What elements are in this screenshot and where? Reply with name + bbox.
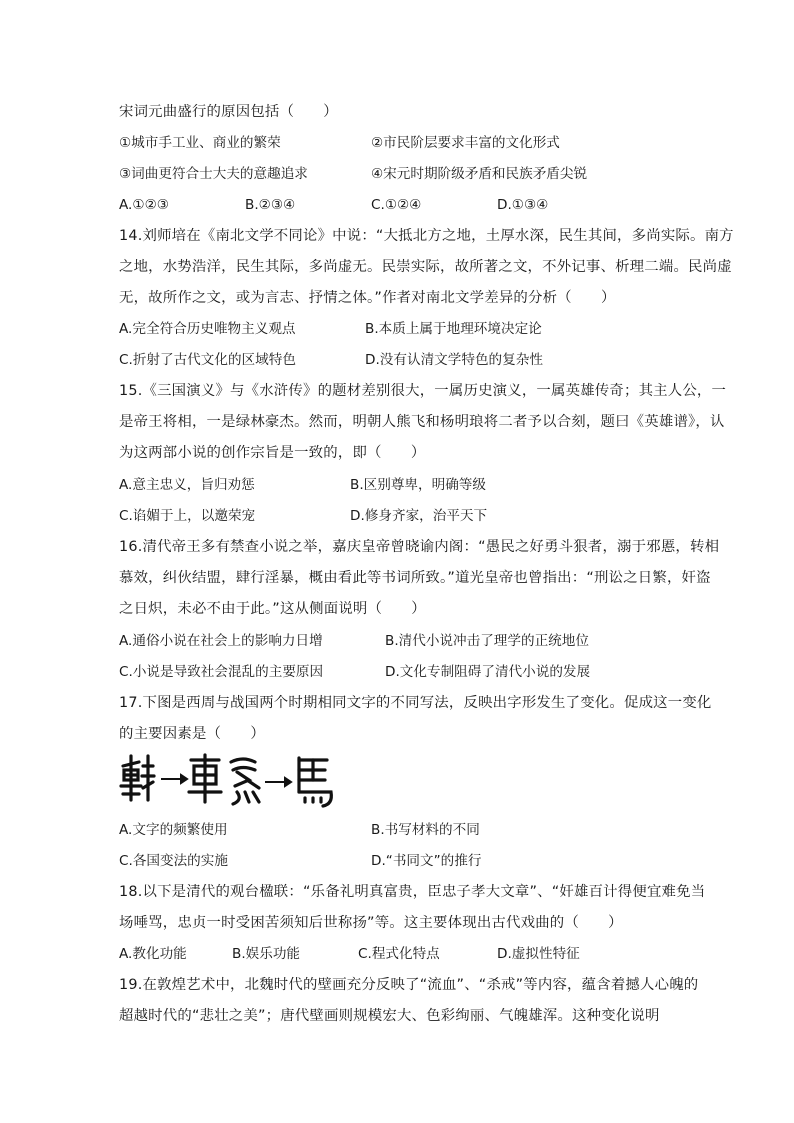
q16-line-1: 16.清代帝王多有禁查小说之举，嘉庆皇帝曾晓谕内阁：“愚民之好勇斗狠者，溺于邪慝，转相 — [119, 539, 720, 555]
q17-option-b[interactable]: B.书写材料的不同 — [371, 822, 480, 838]
chariot-glyph-che — [189, 755, 221, 802]
q17-line-1: 17.下图是西周与战国两个时期相同文字的不同写法，反映出字形发生了变化。促成这一变化 — [119, 695, 712, 711]
q15-line-3: 为这两部小说的创作宗旨是一致的，即（ ） — [119, 445, 426, 461]
arrow-icon-2 — [265, 778, 291, 786]
q13-item-2: ②市民阶层要求丰富的文化形式 — [371, 135, 560, 151]
q14-option-b[interactable]: B.本质上属于地理环境决定论 — [365, 321, 542, 337]
q13-option-b[interactable]: B.②③④ — [245, 197, 296, 213]
q14-line-1: 14.刘师培在《南北文学不同论》中说：“大抵北方之地，土厚水深，民生其间，多尚实际。南方 — [119, 228, 734, 244]
arrow-icon-1 — [161, 775, 187, 783]
q18-option-b[interactable]: B.娱乐功能 — [232, 946, 301, 962]
q18-line-1: 18.以下是清代的观台楹联：“乐备礼明真富贵，臣忠子孝大文章”、“奸雄百计得便宜难免当 — [119, 884, 706, 900]
q14-option-c[interactable]: C.折射了古代文化的区域特色 — [119, 352, 296, 368]
q13-option-c[interactable]: C.①②④ — [371, 197, 422, 213]
q13-option-a[interactable]: A.①②③ — [119, 197, 169, 213]
q19-line-1: 19.在敦煌艺术中，北魏时代的壁画充分反映了“流血”、“杀戒”等内容，蕴含着撼人心魄的 — [119, 977, 699, 993]
horse-glyph-ma — [299, 758, 331, 806]
q15-option-d[interactable]: D.修身齐家，治平天下 — [350, 508, 488, 524]
q13-option-d[interactable]: D.①③④ — [497, 197, 549, 213]
q16-line-3: 之日炽，未必不由于此。”这从侧面说明（ ） — [119, 601, 426, 617]
q13-item-1: ①城市手工业、商业的繁荣 — [119, 135, 281, 151]
q15-line-1: 15.《三国演义》与《水浒传》的题材差别很大，一属历史演义，一属英雄传奇；其主人公，一 — [119, 383, 727, 399]
q17-option-a[interactable]: A.文字的频繁使用 — [119, 822, 228, 838]
q17-option-d[interactable]: D.“书同文”的推行 — [371, 853, 482, 869]
q14-option-a[interactable]: A.完全符合历史唯物主义观点 — [119, 321, 296, 337]
q18-option-a[interactable]: A.教化功能 — [119, 946, 187, 962]
ancient-horse-glyph — [231, 759, 259, 804]
q17-line-2: 的主要因素是（ ） — [119, 726, 265, 742]
q16-option-d[interactable]: D.文化专制阻碍了清代小说的发展 — [385, 664, 591, 680]
q14-line-2: 之地，水势浩洋，民生其际，多尚虚无。民崇实际，故所著之文，不外记事、析理二端。民尚虚 — [119, 259, 732, 275]
q18-option-d[interactable]: D.虚拟性特征 — [497, 946, 580, 962]
q18-option-c[interactable]: C.程式化特点 — [358, 946, 440, 962]
q14-line-3: 无，故所作之文，或为言志、抒情之体。”作者对南北文学差异的分析（ ） — [119, 290, 616, 306]
q16-option-a[interactable]: A.通俗小说在社会上的影响力日增 — [119, 633, 323, 649]
q16-line-2: 慕效，纠伙结盟，肆行淫暴，概由看此等书词所致。”道光皇帝也曾指出：“刑讼之日繁，奸盗 — [119, 570, 711, 586]
q15-line-2: 是帝王将相，一是绿林豪杰。然而，明朝人熊飞和杨明琅将二者予以合刻，题曰《英雄谱》，认 — [119, 414, 725, 430]
q14-option-d[interactable]: D.没有认清文学特色的复杂性 — [365, 352, 543, 368]
q13-stem: 宋词元曲盛行的原因包括（ ） — [119, 104, 338, 120]
q19-line-2: 超越时代的“悲壮之美”；唐代壁画则规模宏大、色彩绚丽、气魄雄浑。这种变化说明 — [119, 1008, 660, 1024]
q15-option-a[interactable]: A.意主忠义，旨归劝惩 — [119, 477, 255, 493]
ancient-chariot-glyph — [121, 756, 154, 800]
q15-option-c[interactable]: C.谄媚于上，以邀荣宠 — [119, 508, 256, 524]
q16-option-c[interactable]: C.小说是导致社会混乱的主要原因 — [119, 664, 324, 680]
q17-option-c[interactable]: C.各国变法的实施 — [119, 853, 228, 869]
q13-item-4: ④宋元时期阶级矛盾和民族矛盾尖锐 — [371, 166, 588, 182]
q13-item-3: ③词曲更符合士大夫的意趣追求 — [119, 166, 308, 182]
q18-line-2: 场唾骂，忠贞一时受困苦须知后世称扬”等。这主要体现出古代戏曲的（ ） — [119, 915, 623, 931]
q16-option-b[interactable]: B.清代小说冲击了理学的正统地位 — [385, 633, 589, 649]
character-evolution-figure — [119, 752, 339, 812]
q15-option-b[interactable]: B.区别尊卑，明确等级 — [350, 477, 486, 493]
